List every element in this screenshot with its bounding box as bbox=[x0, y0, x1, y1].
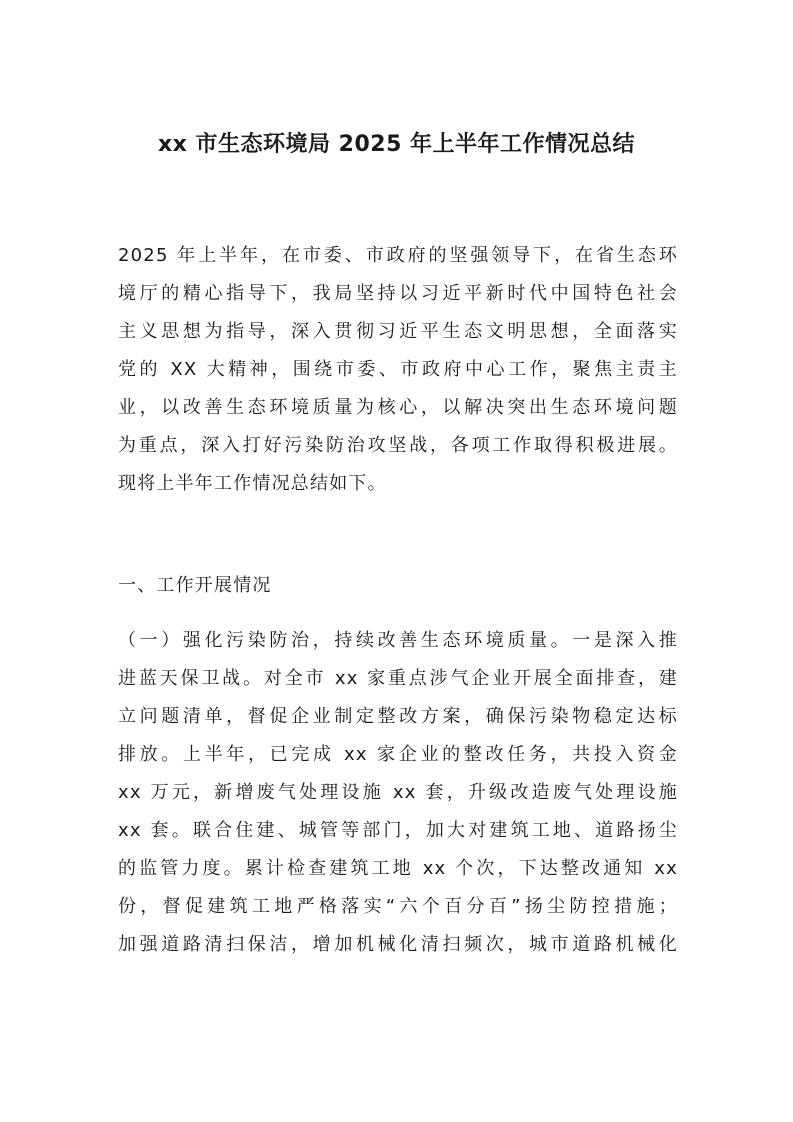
paragraph-line: （一）强化污染防治，持续改善生态环境质量。一是深入推 bbox=[118, 630, 678, 651]
paragraph-line: 进蓝天保卫战。对全市 xx 家重点涉气企业开展全面排查，建 bbox=[118, 668, 678, 689]
paragraph-line: 加强道路清扫保洁，增加机械化清扫频次，城市道路机械化 bbox=[118, 934, 678, 955]
paragraph-line: xx 套。联合住建、城管等部门，加大对建筑工地、道路扬尘 bbox=[118, 820, 678, 841]
paragraph-line: xx 万元，新增废气处理设施 xx 套，升级改造废气处理设施 bbox=[118, 782, 678, 803]
document-title: xx 市生态环境局 2025 年上半年工作情况总结 bbox=[157, 132, 636, 157]
section-heading-text: 一、工作开展情况 bbox=[118, 575, 272, 596]
paragraph-line: 排放。上半年，已完成 xx 家企业的整改任务，共投入资金 bbox=[118, 744, 678, 765]
paragraph-line: 境厅的精心指导下，我局坚持以习近平新时代中国特色社会 bbox=[118, 283, 678, 304]
section-heading bbox=[118, 567, 678, 605]
paragraph-line: 现将上半年工作情况总结如下。 bbox=[118, 473, 387, 494]
paragraph-line: 主义思想为指导，深入贯彻习近平生态文明思想，全面落实 bbox=[118, 321, 678, 342]
section-paragraph bbox=[118, 622, 678, 964]
paragraph-line: 党的 XX 大精神，围绕市委、市政府中心工作，聚焦主责主 bbox=[118, 359, 678, 380]
paragraph-line: 立问题清单，督促企业制定整改方案，确保污染物稳定达标 bbox=[118, 706, 678, 727]
paragraph-line: 2025 年上半年，在市委、市政府的坚强领导下，在省生态环 bbox=[118, 245, 678, 266]
intro-paragraph bbox=[118, 237, 678, 503]
paragraph-line: 业，以改善生态环境质量为核心，以解决突出生态环境问题 bbox=[118, 397, 678, 418]
paragraph-line: 为重点，深入打好污染防治攻坚战，各项工作取得积极进展。 bbox=[118, 435, 678, 456]
paragraph-line: 的监管力度。累计检查建筑工地 xx 个次，下达整改通知 xx bbox=[118, 858, 678, 879]
paragraph-line: 份，督促建筑工地严格落实“六个百分百”扬尘防控措施； bbox=[118, 896, 678, 917]
